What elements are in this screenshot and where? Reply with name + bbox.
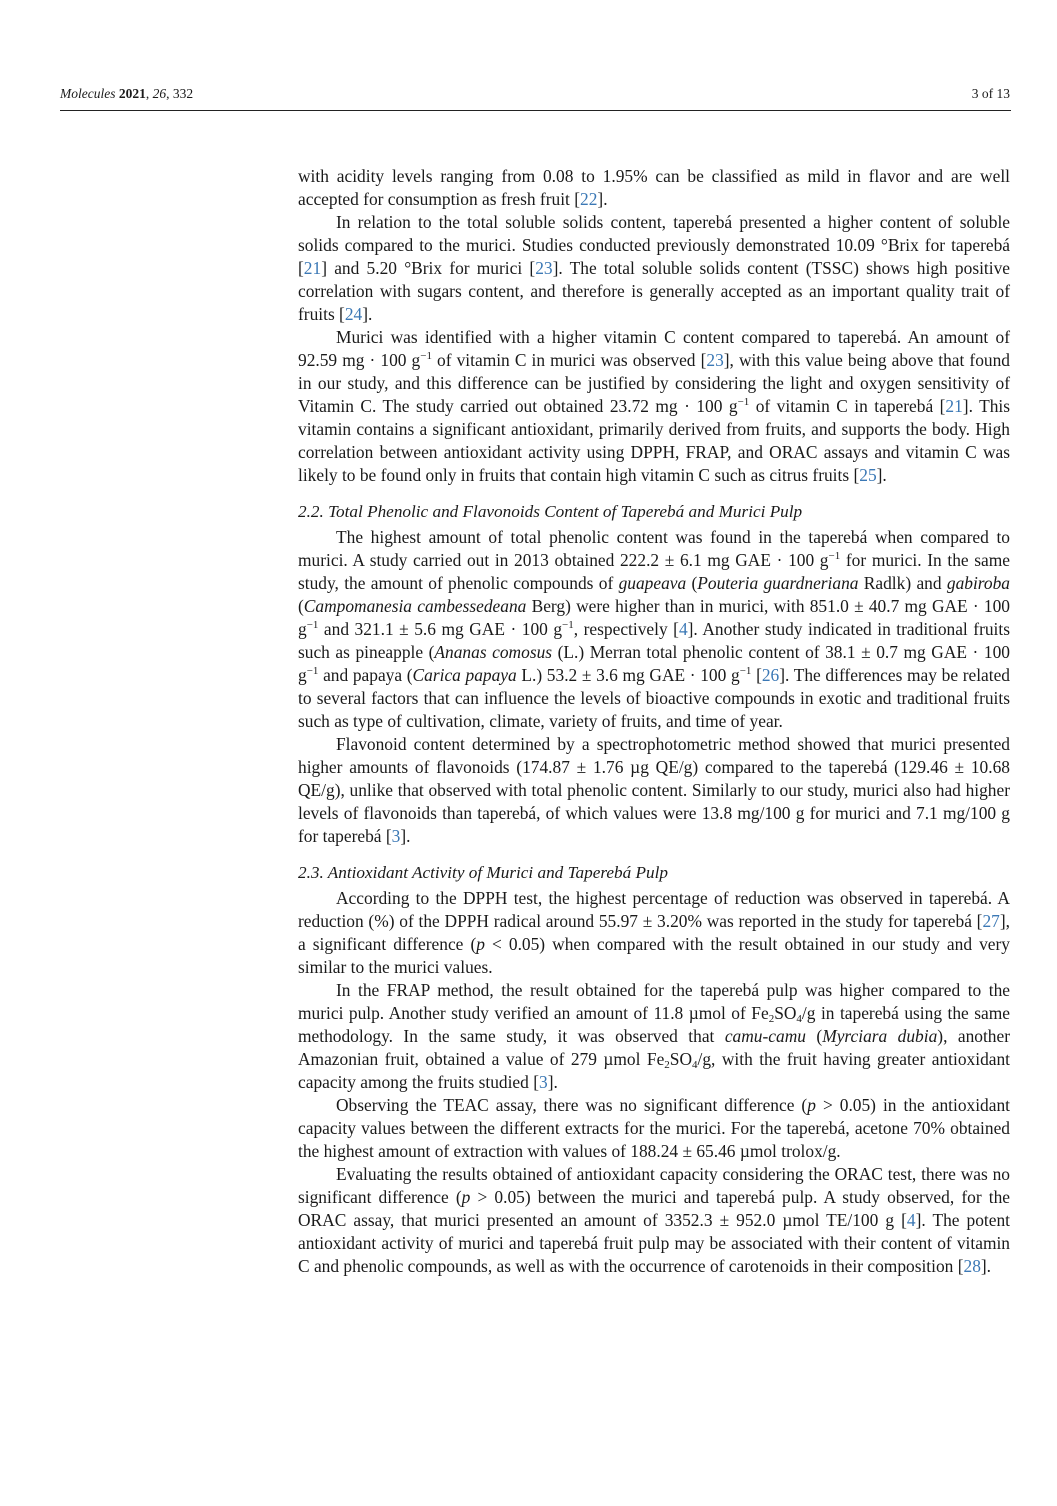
citation-link[interactable]: 21 [303, 258, 322, 278]
citation-link[interactable]: 4 [678, 619, 688, 639]
citation-link[interactable]: 26 [761, 665, 780, 685]
citation-link[interactable]: 3 [538, 1072, 548, 1092]
page-number: 3 of 13 [971, 86, 1010, 101]
section-heading: 2.3. Antioxidant Activity of Murici and Taperebá Pulp [298, 863, 668, 882]
paragraph: According to the DPPH test, the highest percentage of reduction was observed in taperebá. A reduction (%) of the DPPH radical around 55.97 ± 3.20% was reported in the study for taperebá [27], a significant difference (p < 0.05) when compared with the result obtained in our study and very similar to the murici values. [298, 888, 1010, 977]
citation-link[interactable]: 23 [706, 350, 724, 370]
paragraph: Observing the TEAC assay, there was no significant difference (p > 0.05) in the antioxidant capacity values between the different extracts for the murici. For the taperebá, acetone 70% obtained the highest amount of extraction with values of 188.24 ± 65.46 µmol trolox/g. [298, 1095, 1010, 1161]
citation-link[interactable]: 4 [906, 1210, 916, 1230]
paragraph: The highest amount of total phenolic content was found in the taperebá when compared to murici. A study carried out in 2013 obtained 222.2 ± 6.1 mg GAE · 100 $g^{-1}$ for murici. In the same study, the amount of phenolic compounds of guapeava (Pouteria guardneriana Radlk) and gabiroba (Campomanesia cambessedeana Berg) were higher than in murici, with 851.0 ± 40.7 mg GAE · 100 $g^{-1}$ and 321.1 ± 5.6 mg GAE · 100 $g^{-1}$, respectively [4]. Another study indicated in traditional fruits such as pineapple (Ananas comosus (L.) Merran total phenolic content of 38.1 ± 0.7 mg GAE · 100 $g^{-1}$ and papaya (Carica papaya L.) 53.2 ± 3.6 mg GAE · 100 $g^{-1}$ [26]. The differences may be related to several factors that can influence the levels of bioactive compounds in exotic and traditional fruits such as type of cultivation, climate, variety of fruits, and time of year. [298, 527, 1011, 731]
citation-link[interactable]: 3 [391, 826, 401, 846]
paragraph: In relation to the total soluble solids content, taperebá presented a higher content of soluble solids compared to the murici. Studies conducted previously demonstrated 10.09 °Brix for taperebá [21] and 5.20 °Brix for murici [23]. The total soluble solids content (TSSC) shows high positive correlation with sugars content, and therefore is generally accepted as an important quality trait of fruits [24]. [298, 212, 1010, 324]
citation-link[interactable]: 21 [945, 396, 963, 416]
citation-link[interactable]: 28 [963, 1256, 981, 1276]
paragraph: In the FRAP method, the result obtained for the taperebá pulp was higher compared to the murici pulp. Another study verified an amount of 11.8 µmol of $Fe_2SO_4/g$ in taperebá using the same methodology. In the same study, it was observed that camu-camu (Myrciara dubia), another Amazonian fruit, obtained a value of 279 µmol $Fe_2SO_4/g$, with the fruit having greater antioxidant capacity among the fruits studied [3]. [298, 980, 1011, 1092]
article-body [298, 165, 1010, 1278]
paragraph: with acidity levels ranging from 0.08 to 1.95% can be classified as mild in flavor and are well accepted for consumption as fresh fruit [22]. [298, 166, 1010, 209]
paragraph: Evaluating the results obtained of antioxidant capacity considering the ORAC test, there was no significant difference (p > 0.05) between the murici and taperebá pulp. A study observed, for the ORAC assay, that murici presented an amount of 3352.3 ± 952.0 µmol TE/100 g [4]. The potent antioxidant activity of murici and taperebá fruit pulp may be associated with their content of vitamin C and phenolic compounds, as well as with the occurrence of carotenoids in their composition [28]. [298, 1164, 1010, 1276]
citation-link[interactable]: 23 [535, 258, 553, 278]
citation-link[interactable]: 22 [580, 189, 598, 209]
citation-link[interactable]: 24 [344, 304, 363, 324]
journal-citation: Molecules 2021, 26, 332 [60, 86, 194, 101]
running-header [60, 86, 1010, 108]
citation-link[interactable]: 27 [982, 911, 1000, 931]
paragraph: Flavonoid content determined by a spectrophotometric method showed that murici presented higher amounts of flavonoids (174.87 ± 1.76 µg QE/g) compared to the taperebá (129.46 ± 10.68 QE/g), unlike that observed with total phenolic content. Similarly to our study, murici also had higher levels of flavonoids than taperebá, of which values were 13.8 mg/100 g for murici and 7.1 mg/100 g for taperebá [3]. [298, 734, 1010, 846]
citation-link[interactable]: 25 [859, 465, 877, 485]
header-rule [60, 110, 1011, 111]
paragraph: Murici was identified with a higher vitamin C content compared to taperebá. An amount of 92.59 mg · 100 $g^{-1}$ of vitamin C in murici was observed [23], with this value being above that found in our study, and this difference can be justified by considering the light and oxygen sensitivity of Vitamin C. The study carried out obtained 23.72 mg · 100 $g^{-1}$ of vitamin C in taperebá [21]. This vitamin contains a significant antioxidant, primarily derived from fruits, and supports the body. High correlation between antioxidant activity using DPPH, FRAP, and ORAC assays and vitamin C was likely to be found only in fruits that contain high vitamin C such as citrus fruits [25]. [298, 327, 1010, 485]
section-heading: 2.2. Total Phenolic and Flavonoids Content of Taperebá and Murici Pulp [298, 502, 803, 521]
